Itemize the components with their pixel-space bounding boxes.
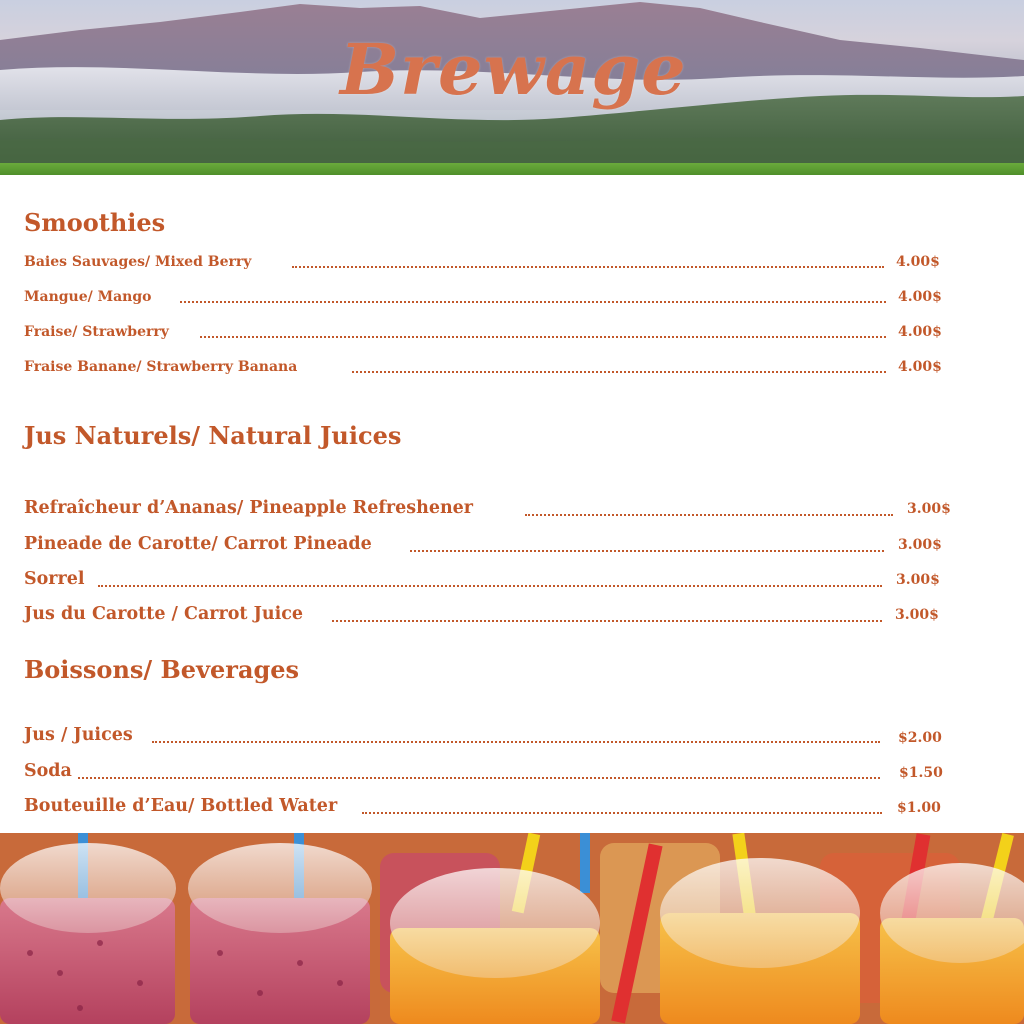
header-banner	[0, 0, 1024, 163]
green-divider	[0, 163, 1024, 175]
menu-item: Jus du Carotte / Carrot Juice	[24, 604, 304, 624]
menu-item: Pineade de Carotte/ Carrot Pineade	[24, 534, 372, 554]
dot-leader	[78, 777, 880, 779]
menu-item: Fraise/ Strawberry	[24, 324, 169, 340]
menu	[0, 175, 1024, 833]
menu-item: Bouteuille d’Eau/ Bottled Water	[24, 796, 338, 816]
dot-leader	[152, 741, 880, 743]
menu-item: Baies Sauvages/ Mixed Berry	[24, 254, 252, 270]
menu-item-price: 4.00$	[896, 254, 940, 270]
menu-item-price: 3.00$	[898, 537, 942, 553]
page-title: Brewage	[340, 28, 687, 111]
dot-leader	[410, 550, 884, 552]
dot-leader	[352, 371, 886, 373]
menu-item-price: $1.50	[899, 765, 943, 781]
dot-leader	[200, 336, 886, 338]
menu-item: Mangue/ Mango	[24, 289, 152, 305]
menu-item-price: 3.00$	[895, 607, 939, 623]
dot-leader	[332, 620, 882, 622]
menu-item-price: 4.00$	[898, 289, 942, 305]
dot-leader	[180, 301, 886, 303]
dot-leader	[525, 514, 893, 516]
menu-item: Refraîcheur d’Ananas/ Pineapple Refreshener	[24, 498, 474, 518]
dot-leader	[292, 266, 884, 268]
section-title-smoothies: Smoothies	[24, 208, 166, 237]
section-title-natural-juices: Jus Naturels/ Natural Juices	[24, 421, 402, 450]
menu-item-price: $2.00	[898, 730, 942, 746]
smoothie-cups-image	[0, 833, 1024, 1024]
section-title-beverages: Boissons/ Beverages	[24, 655, 300, 684]
menu-item-price: 3.00$	[907, 501, 951, 517]
menu-item-price: 4.00$	[898, 359, 942, 375]
menu-item: Jus / Juices	[24, 725, 133, 745]
menu-item: Soda	[24, 761, 72, 781]
drinks-photo	[0, 833, 1024, 1024]
menu-item: Sorrel	[24, 569, 85, 589]
menu-item-price: 3.00$	[896, 572, 940, 588]
menu-item-price: 4.00$	[898, 324, 942, 340]
menu-item-price: $1.00	[897, 800, 941, 816]
dot-leader	[98, 585, 882, 587]
dot-leader	[362, 812, 882, 814]
menu-item: Fraise Banane/ Strawberry Banana	[24, 359, 298, 375]
